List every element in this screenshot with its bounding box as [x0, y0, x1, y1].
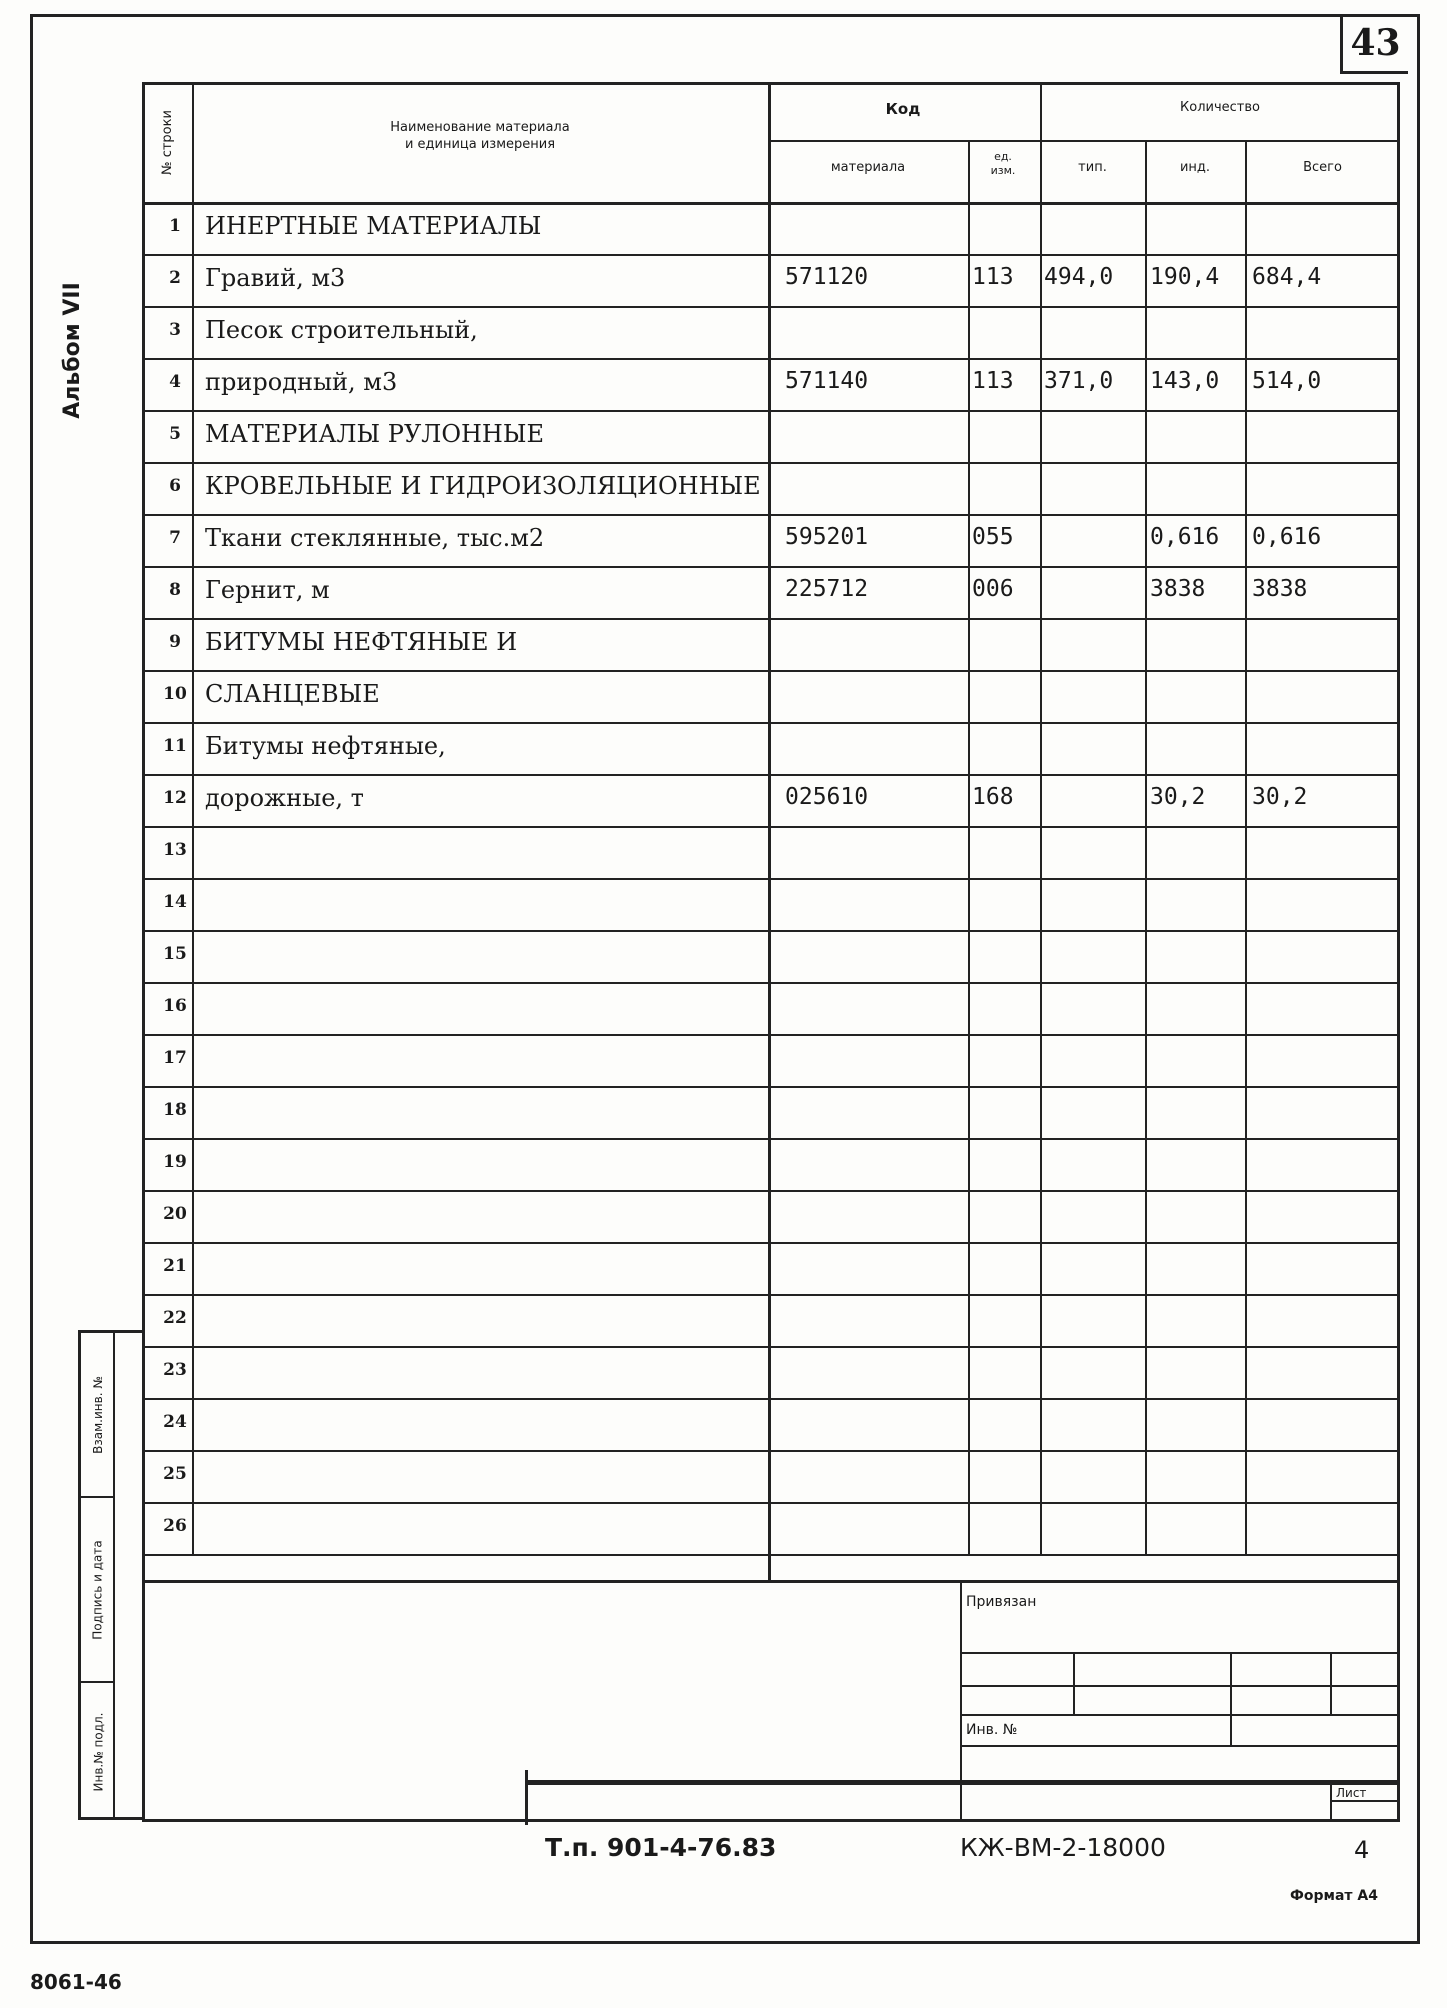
sheet-number: 4	[1354, 1836, 1370, 1864]
archive-code: 8061-46	[30, 1970, 122, 1994]
cell-ind: 3838	[1150, 576, 1206, 602]
row-number: 1	[169, 216, 181, 236]
format-label: Формат А4	[1290, 1888, 1378, 1904]
cell-name: БИТУМЫ НЕФТЯНЫЕ И	[205, 628, 518, 656]
cell-ind: 143,0	[1150, 368, 1220, 394]
row-number: 2	[169, 268, 181, 288]
row-number: 23	[163, 1360, 187, 1380]
cell-unit: 113	[972, 264, 1014, 290]
side-stamp	[78, 1330, 142, 1820]
cell-name: МАТЕРИАЛЫ РУЛОННЫЕ	[205, 420, 544, 448]
cell-unit: 113	[972, 368, 1014, 394]
cell-unit: 168	[972, 784, 1014, 810]
row-number: 12	[163, 788, 187, 808]
row-number: 25	[163, 1464, 187, 1484]
cell-typ: 371,0	[1044, 368, 1114, 394]
album-label-text: Альбом VII	[59, 281, 85, 419]
privyazan-label: Привязан	[966, 1594, 1037, 1610]
cell-ind: 190,4	[1150, 264, 1220, 290]
cell-name: Гернит, м	[205, 576, 330, 604]
row-number: 19	[163, 1152, 187, 1172]
header-code-material: материала	[830, 160, 906, 175]
row-number: 6	[169, 476, 181, 496]
cell-name: Ткани стеклянные, тыс.м2	[205, 524, 545, 552]
cell-name: ИНЕРТНЫЕ МАТЕРИАЛЫ	[205, 212, 542, 240]
row-number: 5	[169, 424, 181, 444]
header-qty-typ: тип.	[1078, 160, 1107, 175]
cell-total: 514,0	[1252, 368, 1322, 394]
side-cell-signature-date: Подпись и дата	[81, 1498, 115, 1683]
header-qty-ind: инд.	[1179, 160, 1211, 175]
header-code-unit: ед. изм.	[990, 150, 1016, 178]
header-name: Наименование материала и единица измерения	[390, 120, 570, 152]
row-number: 18	[163, 1100, 187, 1120]
header-code-group: Код	[885, 100, 921, 118]
project-number: Т.п. 901-4-76.83	[545, 1833, 777, 1862]
row-number: 26	[163, 1516, 187, 1536]
row-number: 4	[169, 372, 181, 392]
row-number: 9	[169, 632, 181, 652]
side-cell-replace-inv: Взам.инв. №	[81, 1333, 115, 1498]
row-number: 3	[169, 320, 181, 340]
row-number: 8	[169, 580, 181, 600]
row-number: 7	[169, 528, 181, 548]
row-number: 22	[163, 1308, 187, 1328]
cell-code: 025610	[785, 784, 869, 810]
header-qty-total: Всего	[1303, 160, 1342, 175]
row-number: 24	[163, 1412, 187, 1432]
row-number: 11	[163, 736, 187, 756]
inv-no-label: Инв. №	[966, 1722, 1018, 1738]
cell-name: дорожные, т	[205, 784, 364, 812]
cell-name: КРОВЕЛЬНЫЕ И ГИДРОИЗОЛЯЦИОННЫЕ	[205, 472, 761, 500]
cell-code: 571120	[785, 264, 869, 290]
row-number: 14	[163, 892, 187, 912]
row-number: 13	[163, 840, 187, 860]
header-row-number: № строки	[159, 109, 175, 175]
album-label	[52, 250, 92, 450]
cell-name: Песок строительный,	[205, 316, 478, 344]
cell-code: 571140	[785, 368, 869, 394]
document-code: КЖ-ВМ-2-18000	[960, 1833, 1166, 1862]
page-number: 43	[1340, 14, 1408, 74]
header-qty-group: Количество	[1180, 100, 1260, 115]
cell-ind: 30,2	[1150, 784, 1206, 810]
cell-name: природный, м3	[205, 368, 398, 396]
cell-total: 30,2	[1252, 784, 1308, 810]
cell-name: Гравий, м3	[205, 264, 346, 292]
cell-ind: 0,616	[1150, 524, 1220, 550]
cell-name: Битумы нефтяные,	[205, 732, 446, 760]
cell-total: 684,4	[1252, 264, 1322, 290]
cell-total: 0,616	[1252, 524, 1322, 550]
cell-code: 225712	[785, 576, 869, 602]
cell-unit: 055	[972, 524, 1014, 550]
cell-unit: 006	[972, 576, 1014, 602]
cell-name: СЛАНЦЕВЫЕ	[205, 680, 380, 708]
side-cell-orig-inv: Инв.№ подл.	[91, 1712, 106, 1791]
row-number: 10	[163, 684, 187, 704]
cell-typ: 494,0	[1044, 264, 1114, 290]
row-number: 17	[163, 1048, 187, 1068]
row-number: 21	[163, 1256, 187, 1276]
sheet-label: Лист	[1336, 1786, 1367, 1800]
row-number: 20	[163, 1204, 187, 1224]
cell-code: 595201	[785, 524, 869, 550]
row-number: 16	[163, 996, 187, 1016]
cell-total: 3838	[1252, 576, 1308, 602]
row-number: 15	[163, 944, 187, 964]
